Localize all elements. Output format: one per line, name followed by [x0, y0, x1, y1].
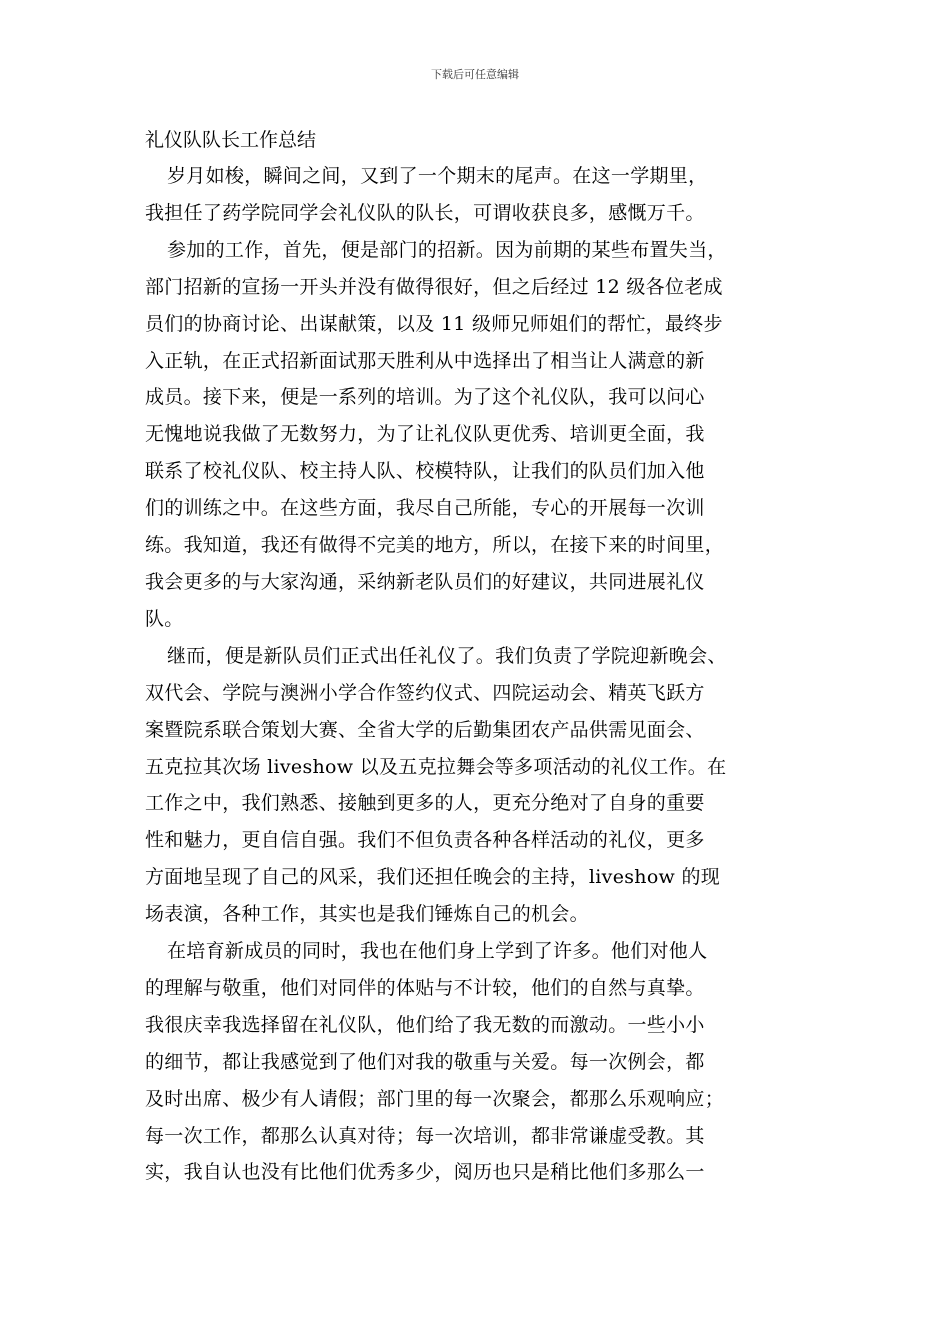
- text-line: 及时出席、极少有人请假；部门里的每一次聚会，都那么乐观响应；: [145, 1087, 725, 1110]
- text-line: 案暨院系联合策划大赛、全省大学的后勤集团农产品供需见面会、: [145, 718, 705, 741]
- text-line: 联系了校礼仪队、校主持人队、校模特队，让我们的队员们加入他: [145, 460, 705, 483]
- document-title: 礼仪队队长工作总结: [145, 129, 317, 151]
- text-line: 入正轨，在正式招新面试那天胜利从中选择出了相当让人满意的新: [145, 349, 705, 372]
- text-line: 我担任了药学院同学会礼仪队的队长，可谓收获良多，感慨万千。: [145, 201, 705, 224]
- text-line: 工作之中，我们熟悉、接触到更多的人，更充分绝对了自身的重要: [145, 792, 705, 815]
- text-line: 的细节，都让我感觉到了他们对我的敬重与关爱。每一次例会，都: [145, 1050, 705, 1073]
- text-line: 实，我自认也没有比他们优秀多少，阅历也只是稍比他们多那么一: [145, 1161, 705, 1184]
- text-line: 性和魅力，更自信自强。我们不但负责各种各样活动的礼仪，更多: [145, 829, 705, 852]
- text-line: 员们的协商讨论、出谋献策，以及 11 级师兄师姐们的帮忙，最终步: [145, 312, 723, 335]
- text-line: 我会更多的与大家沟通，采纳新老队员们的好建议，共同进展礼仪: [145, 570, 705, 593]
- text-line: 场表演，各种工作，其实也是我们锤炼自己的机会。: [145, 903, 589, 926]
- text-line: 练。我知道，我还有做得不完美的地方，所以，在接下来的时间里，: [145, 534, 725, 557]
- text-line: 的理解与敬重，他们对同伴的体贴与不计较，他们的自然与真挚。: [145, 976, 705, 999]
- text-line: 继而，便是新队员们正式出任礼仪了。我们负责了学院迎新晚会、: [167, 644, 727, 667]
- text-line: 五克拉其次场 liveshow 以及五克拉舞会等多项活动的礼仪工作。在: [145, 755, 727, 778]
- text-line: 岁月如梭，瞬间之间，又到了一个期末的尾声。在这一学期里，: [167, 165, 708, 187]
- text-line: 我很庆幸我选择留在礼仪队，他们给了我无数的而激动。一些小小: [145, 1013, 705, 1036]
- text-line: 无愧地说我做了无数努力，为了让礼仪队更优秀、培训更全面，我: [145, 423, 705, 446]
- text-line: 参加的工作，首先，便是部门的招新。因为前期的某些布置失当，: [167, 238, 727, 261]
- page-header: 下载后可任意编辑: [431, 68, 519, 81]
- text-line: 双代会、学院与澳洲小学合作签约仪式、四院运动会、精英飞跃方: [145, 681, 705, 704]
- text-line: 在培育新成员的同时，我也在他们身上学到了许多。他们对他人: [167, 940, 708, 963]
- text-line: 部门招新的宣扬一开头并没有做得很好，但之后经过 12 级各位老成: [145, 275, 723, 298]
- text-line: 方面地呈现了自己的风采，我们还担任晚会的主持，liveshow 的现: [145, 866, 721, 889]
- text-line: 队。: [145, 607, 184, 630]
- text-line: 成员。接下来，便是一系列的培训。为了这个礼仪队，我可以问心: [145, 386, 705, 409]
- text-line: 们的训练之中。在这些方面，我尽自己所能，专心的开展每一次训: [145, 497, 705, 520]
- text-line: 每一次工作，都那么认真对待；每一次培训，都非常谦虚受教。其: [145, 1124, 705, 1147]
- document-body: [145, 122, 810, 1191]
